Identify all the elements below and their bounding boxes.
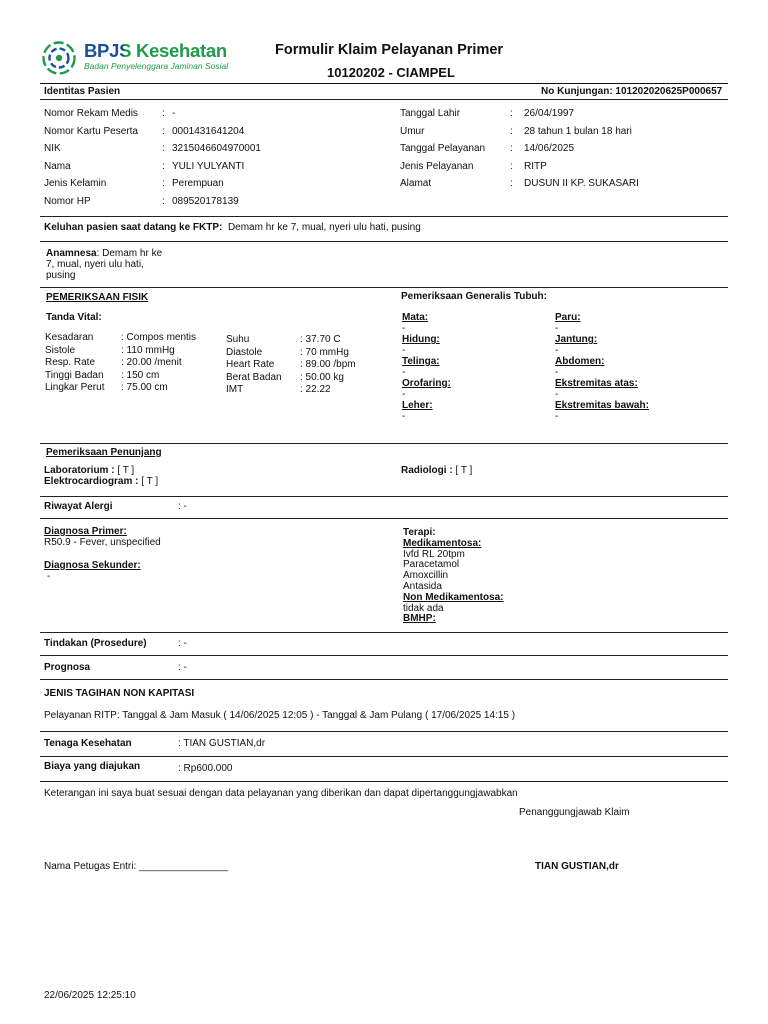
tenaga-row bbox=[44, 738, 265, 749]
identitas-row: Jenis Pelayanan : RITP bbox=[400, 161, 639, 179]
bpjs-logo bbox=[42, 40, 229, 76]
tindakan-value: : - bbox=[178, 638, 187, 649]
anamnesa-line: : Demam hr ke bbox=[96, 248, 163, 259]
tenaga-label: Tenaga Kesehatan bbox=[44, 738, 132, 749]
keluhan-value: Demam hr ke 7, mual, nyeri ulu hati, pusing bbox=[227, 222, 421, 233]
laboratorium-value: [ T ] bbox=[117, 465, 135, 476]
diagnosa-primer-label: Diagnosa Primer: bbox=[44, 526, 127, 537]
generalis-value: - bbox=[402, 323, 406, 334]
generalis-label: Ekstremitas bawah: bbox=[555, 400, 649, 411]
prognosa-label: Prognosa bbox=[44, 662, 91, 673]
generalis-value: - bbox=[555, 367, 559, 378]
identitas-row: Tanggal Pelayanan : 14/06/2025 bbox=[400, 143, 639, 161]
field-value: 0001431641204 bbox=[172, 125, 245, 137]
field-label: Nomor Kartu Peserta bbox=[44, 125, 138, 137]
medikamentosa-label: Medikamentosa: bbox=[403, 537, 482, 549]
vital-value: : Compos mentis bbox=[121, 332, 197, 343]
identitas-row: Nomor HP : 089520178139 bbox=[44, 196, 261, 214]
vital-value: : 89.00 /bpm bbox=[300, 359, 356, 370]
logo-subtitle: Badan Penyelenggara Jaminan Sosial bbox=[84, 61, 229, 71]
field-value: - bbox=[172, 108, 176, 119]
field-label: Jenis Pelayanan bbox=[400, 160, 474, 172]
vital-left bbox=[45, 332, 196, 395]
divider bbox=[40, 632, 728, 633]
identitas-heading: Identitas Pasien bbox=[44, 86, 121, 97]
diagnosa-sekunder-value: - bbox=[47, 571, 51, 582]
vital-value: : 75.00 cm bbox=[121, 382, 168, 393]
divider bbox=[40, 241, 728, 242]
logo-text: BPJS Kesehatan bbox=[84, 40, 227, 61]
anamnesa bbox=[46, 248, 162, 281]
alergi-value: : - bbox=[178, 501, 187, 512]
tanda-vital-heading: Tanda Vital: bbox=[46, 312, 102, 323]
terapi bbox=[403, 528, 504, 625]
field-value: 3215046604970001 bbox=[172, 143, 261, 154]
medikamentosa-item: Amoxcillin bbox=[403, 570, 449, 582]
generalis-heading: Pemeriksaan Generalis Tubuh: bbox=[401, 291, 547, 302]
laboratorium-label: Laboratorium : bbox=[44, 465, 115, 476]
bmhp-label: BMHP: bbox=[403, 613, 436, 625]
vital-value: : 20.00 /menit bbox=[121, 357, 182, 368]
laboratorium-row bbox=[44, 465, 134, 476]
field-label: Umur bbox=[400, 125, 425, 137]
anamnesa-line: 7, mual, nyeri ulu hati, bbox=[46, 259, 144, 270]
generalis-label: Paru: bbox=[555, 312, 581, 323]
biaya-label: Biaya yang diajukan bbox=[44, 761, 141, 772]
tenaga-value: : TIAN GUSTIAN,dr bbox=[178, 738, 266, 749]
divider bbox=[40, 99, 728, 100]
keluhan-label: Keluhan pasien saat datang ke FKTP: bbox=[44, 222, 223, 233]
vital-right bbox=[226, 334, 356, 397]
field-label: Nomor Rekam Medis bbox=[44, 108, 138, 119]
generalis-label: Hidung: bbox=[402, 334, 440, 345]
biaya-row bbox=[44, 761, 233, 774]
divider bbox=[40, 655, 728, 656]
field-value: 14/06/2025 bbox=[524, 143, 575, 154]
vital-value: : 50.00 kg bbox=[300, 371, 344, 383]
vital-row bbox=[226, 347, 356, 360]
signer-name: TIAN GUSTIAN,dr bbox=[535, 861, 619, 872]
vital-value: : 70 mmHg bbox=[300, 346, 349, 358]
field-value: YULI YULYANTI bbox=[172, 160, 245, 172]
field-value: DUSUN II KP. SUKASARI bbox=[524, 178, 639, 189]
generalis-value: - bbox=[402, 411, 406, 422]
anamnesa-label: Anamnesa bbox=[46, 248, 97, 259]
generalis-label: Leher: bbox=[402, 400, 433, 411]
alergi-label: Riwayat Alergi bbox=[44, 501, 113, 512]
identitas-left bbox=[44, 108, 261, 213]
generalis-value: - bbox=[402, 345, 406, 356]
divider bbox=[40, 83, 728, 84]
field-label: Nomor HP bbox=[44, 195, 91, 207]
divider bbox=[40, 679, 728, 680]
form-title: Formulir Klaim Pelayanan Primer bbox=[275, 42, 504, 58]
divider bbox=[40, 756, 728, 757]
ekg-value: [ T ] bbox=[141, 476, 159, 487]
generalis-left bbox=[402, 312, 451, 422]
vital-label: Diastole bbox=[226, 346, 263, 358]
divider bbox=[40, 731, 728, 732]
divider bbox=[40, 496, 728, 497]
vital-row bbox=[45, 370, 196, 383]
generalis-label: Ekstremitas atas: bbox=[555, 378, 638, 389]
radiologi-value: [ T ] bbox=[455, 465, 473, 476]
radiologi-row bbox=[401, 465, 472, 476]
tindakan-row bbox=[44, 638, 187, 649]
identitas-row: Umur : 28 tahun 1 bulan 18 hari bbox=[400, 126, 639, 144]
field-label: Jenis Kelamin bbox=[44, 178, 107, 189]
generalis-label: Orofaring: bbox=[402, 378, 451, 389]
fisik-heading: PEMERIKSAAN FISIK bbox=[46, 292, 149, 303]
no-kunjungan: No Kunjungan: 101202020625P000657 bbox=[541, 86, 723, 97]
divider bbox=[40, 287, 728, 288]
penunjang-heading: Pemeriksaan Penunjang bbox=[46, 447, 162, 458]
vital-value: : 22.22 bbox=[300, 384, 331, 395]
tagihan-heading: JENIS TAGIHAN NON KAPITASI bbox=[44, 688, 195, 699]
form-subtitle: 10120202 - CIAMPEL bbox=[327, 65, 455, 80]
field-value: 28 tahun 1 bulan 18 hari bbox=[524, 125, 632, 137]
medikamentosa-item: Paracetamol bbox=[403, 559, 460, 571]
vital-label: Heart Rate bbox=[226, 359, 275, 370]
field-label: Tanggal Pelayanan bbox=[400, 143, 486, 154]
field-value: RITP bbox=[524, 160, 547, 172]
print-timestamp: 22/06/2025 12:25:10 bbox=[44, 990, 136, 1001]
vital-label: IMT bbox=[226, 384, 244, 395]
vital-row bbox=[226, 359, 356, 372]
identitas-row: Nomor Rekam Medis : - bbox=[44, 108, 261, 126]
generalis-value: - bbox=[402, 367, 406, 378]
vital-label: Resp. Rate bbox=[45, 357, 96, 368]
diagnosa-sekunder-label: Diagnosa Sekunder: bbox=[44, 560, 141, 571]
generalis-value: - bbox=[555, 389, 559, 400]
field-label: Nama bbox=[44, 160, 71, 172]
generalis-label: Telinga: bbox=[402, 356, 440, 367]
keluhan-row bbox=[44, 222, 421, 233]
field-label: NIK bbox=[44, 143, 61, 154]
generalis-label: Mata: bbox=[402, 312, 429, 323]
vital-row bbox=[45, 382, 196, 395]
identitas-row: Alamat : DUSUN II KP. SUKASARI bbox=[400, 178, 639, 196]
vital-label: Suhu bbox=[226, 334, 250, 345]
identitas-row: NIK : 3215046604970001 bbox=[44, 143, 261, 161]
ekg-label: Elektrocardiogram : bbox=[44, 476, 139, 487]
identitas-row: Nama : YULI YULYANTI bbox=[44, 161, 261, 179]
vital-row bbox=[45, 332, 196, 345]
field-value: 089520178139 bbox=[172, 195, 239, 207]
generalis-right bbox=[555, 312, 649, 422]
vital-label: Berat Badan bbox=[226, 371, 282, 383]
alergi-row bbox=[44, 501, 187, 512]
vital-label: Kesadaran bbox=[45, 332, 94, 343]
identitas-row: Tanggal Lahir : 26/04/1997 bbox=[400, 108, 639, 126]
vital-row bbox=[45, 345, 196, 358]
vital-row bbox=[45, 357, 196, 370]
radiologi-label: Radiologi : bbox=[401, 465, 453, 476]
prognosa-value: : - bbox=[178, 662, 187, 673]
non-medikamentosa-value: tidak ada bbox=[403, 602, 444, 614]
field-label: Alamat bbox=[400, 178, 432, 189]
identitas-row: Jenis Kelamin : Perempuan bbox=[44, 178, 261, 196]
diagnosa bbox=[44, 526, 161, 582]
vital-label: Lingkar Perut bbox=[45, 382, 105, 393]
identitas-right bbox=[400, 108, 639, 196]
generalis-label: Abdomen: bbox=[555, 356, 605, 367]
anamnesa-line: pusing bbox=[46, 270, 76, 281]
divider bbox=[40, 781, 728, 782]
non-medikamentosa-label: Non Medikamentosa: bbox=[403, 591, 504, 603]
medikamentosa-item: Antasida bbox=[403, 580, 442, 592]
vital-value: : 110 mmHg bbox=[121, 344, 175, 356]
divider bbox=[40, 216, 728, 217]
vital-label: Tinggi Badan bbox=[45, 369, 104, 381]
generalis-label: Jantung: bbox=[555, 334, 598, 345]
biaya-value: : Rp600.000 bbox=[178, 763, 233, 774]
petugas-entri: Nama Petugas Entri: ________________ bbox=[44, 861, 229, 872]
generalis-value: - bbox=[555, 411, 559, 422]
penanggungjawab-label: Penanggungjawab Klaim bbox=[519, 807, 630, 818]
divider bbox=[40, 443, 728, 444]
tagihan-detail: Pelayanan RITP: Tanggal & Jam Masuk ( 14/06/2025 12:05 ) - Tanggal & Jam Pulang ( 17/06/2025 14:15 ) bbox=[44, 710, 516, 721]
vital-row bbox=[226, 334, 356, 347]
generalis-value: - bbox=[555, 345, 559, 356]
generalis-value: - bbox=[402, 389, 406, 400]
tindakan-label: Tindakan (Prosedure) bbox=[44, 638, 147, 649]
vital-row bbox=[226, 384, 356, 397]
divider bbox=[40, 518, 728, 519]
field-value: Perempuan bbox=[172, 178, 224, 189]
prognosa-row bbox=[44, 662, 187, 673]
generalis-value: - bbox=[555, 323, 559, 334]
field-value: 26/04/1997 bbox=[524, 108, 575, 119]
terapi-label: Terapi: bbox=[403, 527, 436, 538]
identitas-row: Nomor Kartu Peserta : 0001431641204 bbox=[44, 126, 261, 144]
medikamentosa-item: Ivfd RL 20tpm bbox=[403, 548, 465, 560]
keterangan-text: Keterangan ini saya buat sesuai dengan data pelayanan yang diberikan dan dapat dipertanggungjawabkan bbox=[44, 788, 518, 799]
vital-value: : 37.70 C bbox=[300, 334, 341, 345]
vital-row bbox=[226, 372, 356, 385]
field-label: Tanggal Lahir bbox=[400, 108, 461, 119]
ekg-row bbox=[44, 476, 158, 487]
vital-value: : 150 cm bbox=[121, 369, 160, 381]
diagnosa-primer-value: R50.9 - Fever, unspecified bbox=[44, 537, 161, 548]
vital-label: Sistole bbox=[45, 344, 76, 356]
bpjs-logo-icon bbox=[42, 41, 76, 75]
